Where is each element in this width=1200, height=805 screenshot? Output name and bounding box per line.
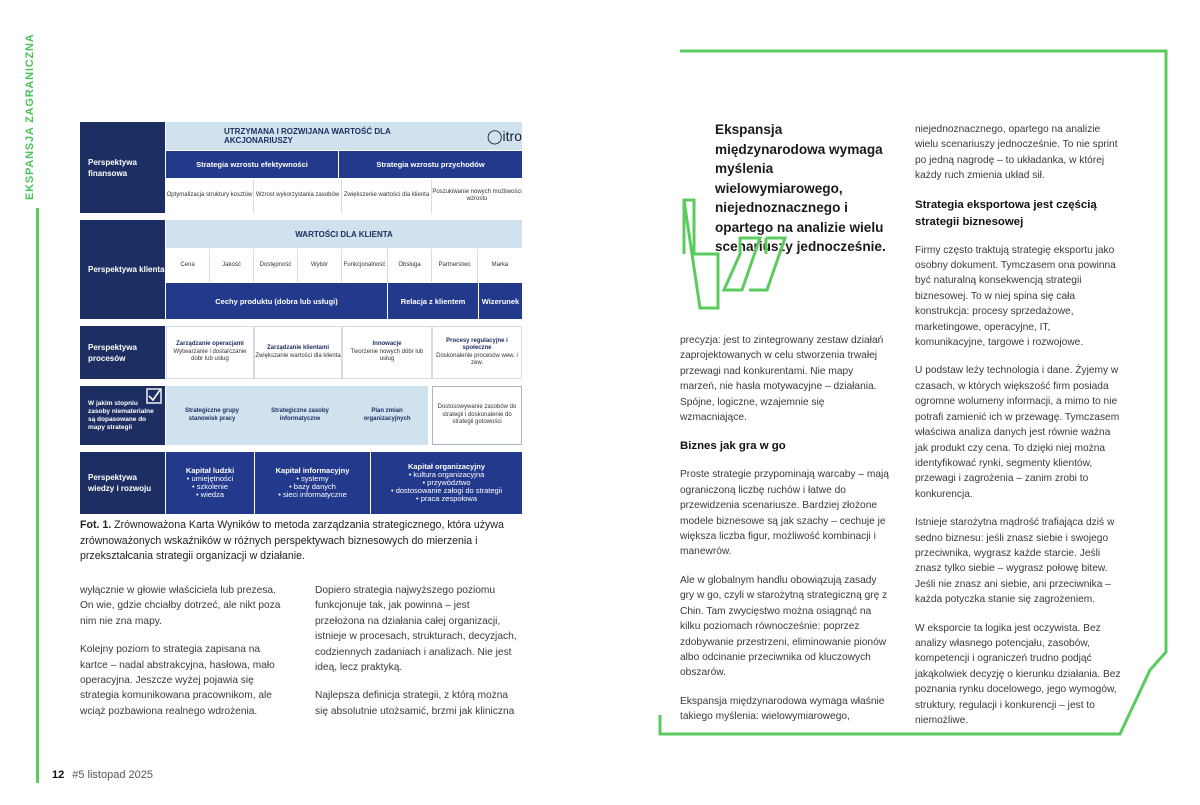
client-value: Marka [478,249,522,282]
heading-export: Strategia eksportowa jest częścią strategii biznesowej [915,198,1097,228]
finance-item: Optymalizacja struktury kosztów [166,179,254,213]
organizational-capital: Kapitał organizacyjny • kultura organizacyjna • przywództwo • dostosowanie załogi do strategii • praca zespołowa [371,452,522,514]
finance-item: Wzrost wykorzystania zasobów [254,179,342,213]
alignment-item: Strategiczne grupy stanowisk pracy [184,408,239,422]
column-2: Dopiero strategia najwyższego poziomu funkcjonuje tak, jak powinna – jest przełożona na działania całej organizacji, istnieje w procesach, strukturach, decyzjach, codziennych zadaniach i analizach. Nie jest ideą, lecz praktyką. Najlepsza definicja strategii, z którą można się absolutnie utożsamić, brzmi jak kliniczna [315,585,517,717]
alignment-right: Dostosowywanie zasobów do strategii i doskonalenie do strategii gotowości [432,386,522,445]
client-label: Perspektywa klienta [80,220,165,319]
strategy-revenue: Strategia wzrostu przychodów [339,151,522,178]
itro-logo: ◯itro [486,127,522,144]
knowledge-label: Perspektywa wiedzy i rozwoju [80,452,165,514]
figure-caption: Fot. 1. Zrównoważona Karta Wyników to metoda zarządzania strategicznego, która używa zrównoważonych wskaźników w różnych perspektywach biznesowych do mierzenia i przekształcania strategii organizacji w działanie. [80,519,504,562]
balanced-scorecard-figure [80,122,522,514]
human-capital: Kapitał ludzki • umiejętności • szkolenie • wiedza [166,452,254,514]
client-value: Dostępność [254,249,298,282]
heading-go: Biznes jak gra w go [680,440,786,453]
column-3: precyzja: jest to zintegrowany zestaw działań zaprojektowanych w celu stworzenia trwałej przewagi nad konkurentami. Nie mapy marzeń, nie hasła motywacyjne – działania. Spójne, logiczne, wzajemnie się wzmacniające. Biznes jak gra w go Proste strategie przypominają warcaby – mają ograniczoną liczbę ruchów i łatwe do przewidzenia scenariusze. Bardziej złożone modele biznesowe są jak szachy – cechuje je większa liczba figur, możliwość kombinacji i manewrów. Ale w globalnym handlu obowiązują zasady gry w go, czyli w starożytną strategiczną grę z Chin. Tam zwycięstwo można osiągnąć na kilku poziomach równocześnie: poprzez zdobywanie przestrzeni, eliminowanie pionów albo odcinanie przeciwnika od kluczowych obszarów. Ekspansja międzynarodowa wymaga właśnie takiego myślenia: wielowymiarowego, [680,335,889,723]
issue-label: #5 listopad 2025 [72,769,153,781]
process-item: Zarządzanie klientami Zwiększanie wartości dla klienta [254,326,342,379]
section-tab: EKSPANSJA ZAGRANICZNA [24,33,36,200]
alignment-item: Strategiczne zasoby informatyczne [271,408,329,422]
left-rule [36,208,39,783]
finance-label: Perspektywa finansowa [80,122,165,213]
top-banner: UTRZYMANA I ROZWIJANA WARTOŚĆ DLA AKCJONARIUSZY ◯itro [166,122,522,150]
alignment-question: W jakim stopniu zasoby niematerialne są dopasowane do mapy strategii [80,386,165,445]
product-features: Cechy produktu (dobra lub usługi) [166,283,387,319]
finance-item: Poszukiwanie nowych możliwości wzrostu [432,179,522,213]
client-value: Funkcjonalność [342,249,388,282]
client-value: Cena [166,249,210,282]
alignment-item: Plan zmian organizacyjnych [363,408,411,422]
checkbox-icon [146,388,162,404]
client-banner: WARTOŚCI DLA KLIENTA [166,220,522,248]
finance-item: Zwiększenie wartości dla klienta [342,179,432,213]
information-capital: Kapitał informacyjny • systemy • bazy danych • sieci informatyczne [255,452,370,514]
brand-image: Wizerunek [479,283,522,319]
column-1: wyłącznie w głowie właściciela lub prezesa. On wie, gdzie chciałby dotrzeć, ale nikt poza nim nie zna mapy. Kolejny poziom to strategia zapisana na kartce – nadal abstrakcyjna, hasłowa, mało operacyjna. Jeszcze wyżej pojawia się strategia komunikowana pracownikom, ale wciąż pozbawiona realnego wdrożenia. [80,585,281,717]
client-value: Partnerstwo [432,249,478,282]
page-number: 12 [52,769,65,781]
column-4: niejednoznacznego, opartego na analizie wielu scenariuszy jednocześnie. To nie sprint po jedną nagrodę – to układanka, w której każdy ruch zmienia układ sił. Strategia eksportowa jest częścią strategii biznesowej Firmy często traktują strategię eksportu jako osobny dokument. Tymczasem ona powinna być naturalną konsekwencją strategii biznesowej. To w niej spina się cała konstrukcja: procesy sprzedażowe, marketingowe, operacyjne, IT, komunikacyjne, targowe i rozwojowe. U podstaw leży technologia i dane. Żyjemy w czasach, w których większość firm posiada ogromne wolumeny informacji, a mimo to nie potrafi zamienić ich w przewagę. Tymczasem właściwa analiza danych jest równie ważna jak produkt czy cena. To dzięki niej można identyfikować rynki, segmenty klientów, przewagi i zagrożenia – zanim zrobi to konkurencja. Istnieje starożytna mądrość trafiająca dziś w sedno biznesu: jeśli znasz siebie i swojego przeciwnika, wygrasz każde starcie. Jeśli znasz tylko siebie – wygrasz połowę bitew. Jeśli nie znasz ani siebie, ani przeciwnika – każda potyczka stanie się zagrożeniem. W eksporcie ta logika jest oczywista. Bez analizy własnego potencjału, zasobów, kompetencji i ograniczeń trudno podjąć jakąkolwiek decyzję o kierunku działania. Bez poznania rynku docelowego, jego wymogów, struktury, regulacji i konkurencji – jest to niemożliwe. [915,122,1123,741]
client-value: Obsługa [388,249,432,282]
process-item: Procesy regulacyjne i społeczne Doskonalenie procesów wew. i zew. [432,326,522,379]
strategy-efficiency: Strategia wzrostu efektywności [166,151,338,178]
page-footer [52,769,153,781]
pull-quote: Ekspansja międzynarodowa wymaga myślenia wielowymiarowego, niejednoznacznego i opartego na analizie wielu scenariuszy jednocześnie. [715,122,886,254]
client-value: Wybór [298,249,342,282]
client-relation: Relacja z klientem [388,283,478,319]
process-item: Innowacje Tworzenie nowych dóbr lub usług [342,326,432,379]
quote-marks-icon [680,198,830,318]
client-value: Jakość [210,249,254,282]
process-item: Zarządzanie operacjami Wytwarzanie i dostarczanie dobr lub usług [166,326,254,379]
process-label: Perspektywa procesów [80,326,165,379]
